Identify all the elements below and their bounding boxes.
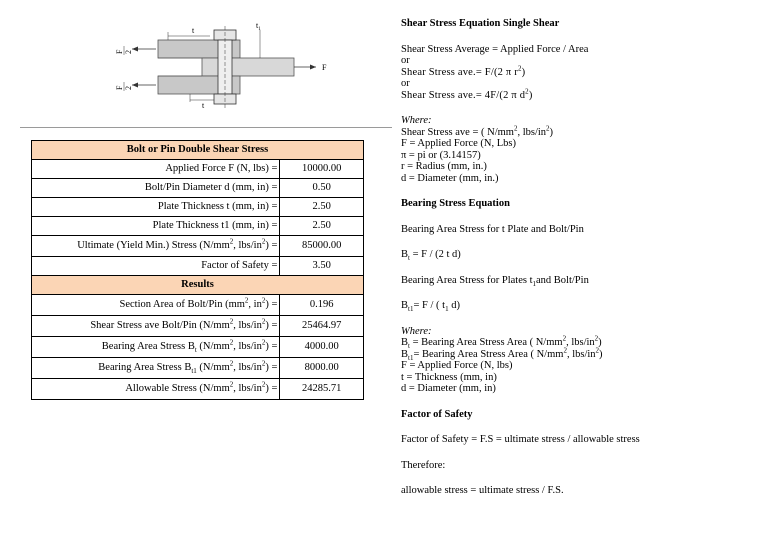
equation-radius: Shear Stress ave.= F/(2 π $r^2$) [401,64,526,78]
input-row-factor-of-safety [32,257,364,276]
equations-panel [401,18,761,497]
results-title: Results [32,276,364,295]
result-row-allowable-stress [32,379,364,400]
input-value-plate-t[interactable]: 2.50 [280,198,364,217]
bearing-t-text: Bearing Area Stress for t Plate and Bolt/Pin [401,223,584,235]
table-title-row [32,141,364,160]
or-text: or [401,78,410,89]
result-row-shear-stress [32,316,364,337]
result-row-bearing-bt [32,337,364,358]
result-label: Bearing Area Stress $B_{t1}$ ($N/mm^2$, lbs/$in^2$) = [32,358,280,379]
f-half-bottom-num: F [115,85,124,90]
bearing-t1-text: Bearing Area Stress for Plates $t_1and$ Bolt/Pin [401,274,589,288]
where-label: Where: [401,115,432,126]
result-label: Bearing Area Stress $B_t$ ($N/mm^2$, lbs/$in^2$) = [32,337,280,358]
where-line: d = Diameter (mm, in.) [401,172,499,184]
where-line: d = Diameter (mm, in) [401,383,496,394]
t1-label: $t_1$ [256,22,261,32]
input-value-diameter[interactable]: 0.50 [280,179,364,198]
where-line: F = Applied Force (N, lbs) [401,360,513,371]
t-top-label: t [192,26,195,35]
result-row-section-area [32,295,364,316]
input-row-diameter [32,179,364,198]
where-line: F = Applied Force (N, Lbs) [401,138,516,149]
where-line: Shear Stress ave = ( $N/mm^2$, lbs/$in^2$) [401,124,554,138]
result-row-bearing-bt1 [32,358,364,379]
result-value-bearing-bt1: 8000.00 [280,358,364,379]
input-value-applied-force[interactable]: 10000.00 [280,160,364,179]
shear-average-text: Shear Stress Average = Applied Force / Area [401,43,589,55]
where-label: Where: [401,325,432,337]
input-row-plate-t1 [32,217,364,236]
where-line: $B_t$ = Bearing Area Stress Area ( $N/mm^2$, lbs/$in^2$) [401,334,602,351]
section-heading-factor-of-safety: Factor of Safety [401,408,473,420]
input-label: Bolt/Pin Diameter d (mm, in) = [32,179,280,198]
shear-calculator-table [31,140,364,400]
or-text: or [401,55,410,66]
f-half-top-den: 2 [124,50,133,54]
where-line: r = Radius (mm, in.) [401,161,487,172]
input-label: Plate Thickness t (mm, in) = [32,198,280,217]
input-label: Plate Thickness t1 (mm, in) = [32,217,280,236]
divider [20,127,392,128]
allowable-stress-text: allowable stress = ultimate stress / F.S. [401,485,564,496]
force-label: F [322,63,327,72]
input-row-applied-force [32,160,364,179]
bearing-t1-equation: $B_{t1}= F$ / ( $t_1$ d) [401,300,460,314]
t-bottom-label: t [202,101,205,110]
result-label: Allowable Stress ($N/mm^2$, lbs/$in^2$) = [32,379,280,400]
double-shear-joint-diagram [110,22,350,112]
result-label: Shear Stress ave Bolt/Pin ($N/mm^2$, lbs/$in^2$) = [32,316,280,337]
result-value-section-area: 0.196 [280,295,364,316]
input-value-plate-t1[interactable]: 2.50 [280,217,364,236]
factor-of-safety-text: Factor of Safety = F.S = ultimate stress / allowable stress [401,434,640,445]
input-value-factor-of-safety[interactable]: 3.50 [280,257,364,276]
bearing-t-equation: $B_t = F / (2$ t d) [401,249,461,263]
equation-diameter: Shear Stress ave.= 4F/(2 π $d^2$) [401,87,533,101]
table-title: Bolt or Pin Double Shear Stress [32,141,364,160]
where-line: $B_{t1}=$ Bearing Area Stress Area ( $N/mm^2$, lbs/$in^2$) [401,346,603,362]
input-label: Ultimate (Yield Min.) Stress ($N/mm^2$, lbs/$in^2$) = [32,236,280,257]
input-label: Applied Force F (N, lbs) = [32,160,280,179]
input-label: Factor of Safety = [32,257,280,276]
where-line: t = Thickness (mm, in) [401,371,497,383]
result-value-shear-stress: 25464.97 [280,316,364,337]
result-value-allowable-stress: 24285.71 [280,379,364,400]
input-row-plate-t [32,198,364,217]
section-heading-bearing: Bearing Stress Equation [401,198,510,209]
f-half-top-num: F [115,49,124,54]
results-title-row [32,276,364,295]
input-row-ultimate-stress [32,236,364,257]
input-value-ultimate-stress[interactable]: 85000.00 [280,236,364,257]
f-half-bottom-den: 2 [124,86,133,90]
where-line: π = pi or (3.14157) [401,149,481,161]
section-heading-single-shear: Shear Stress Equation Single Shear [401,18,560,29]
result-label: Section Area of Bolt/Pin ($mm^2$, $in^2$) = [32,295,280,316]
therefore-text: Therefore: [401,459,446,471]
result-value-bearing-bt: 4000.00 [280,337,364,358]
